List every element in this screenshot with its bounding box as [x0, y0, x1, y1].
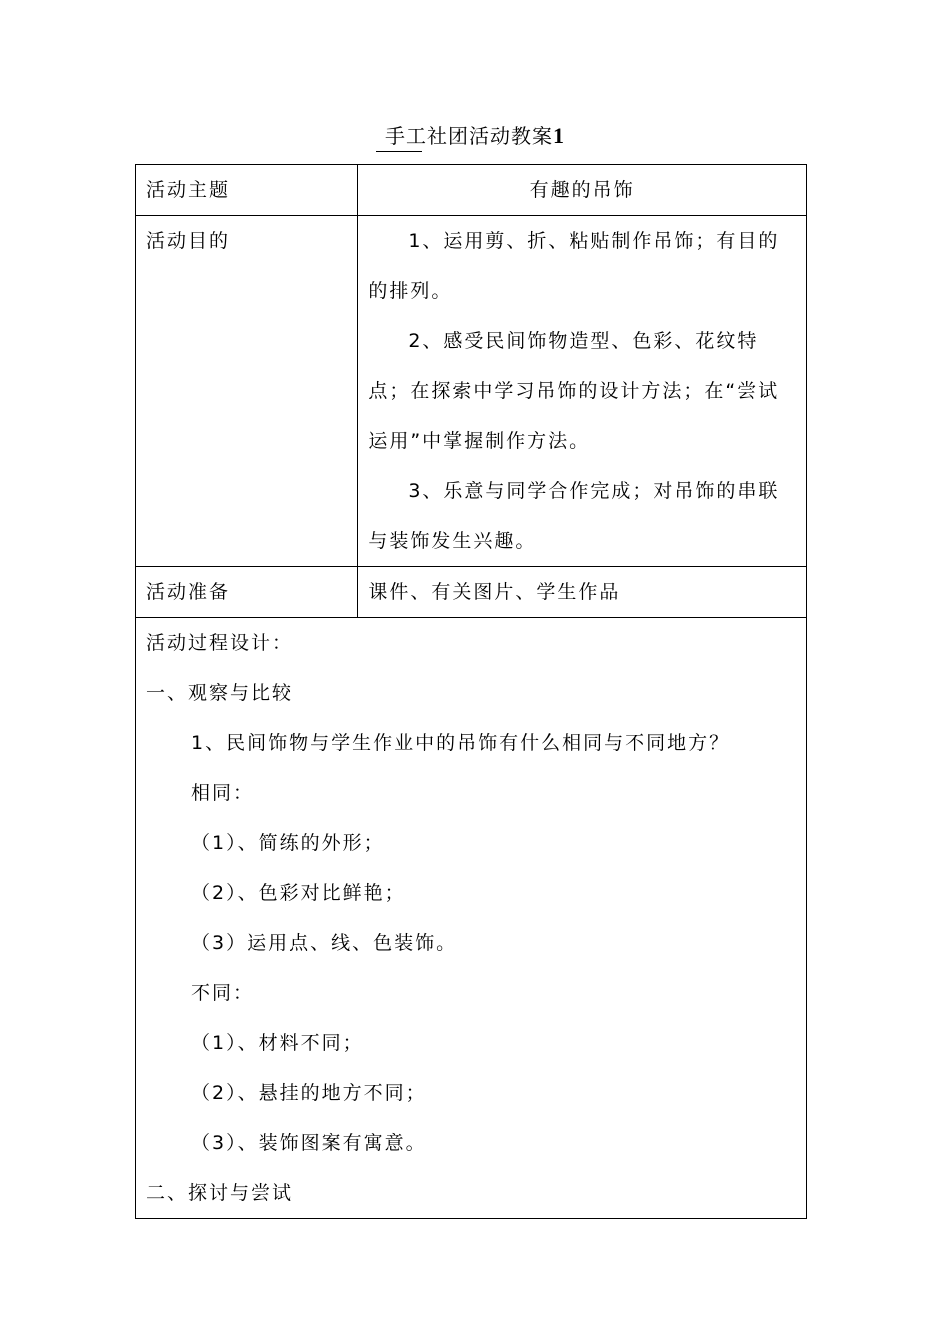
same-item-3: （3）运用点、线、色装饰。: [191, 932, 458, 954]
goal-item-3: 3、乐意与同学合作完成；对吊饰的串联与装饰发生兴趣。: [368, 480, 780, 552]
process-content: [136, 618, 807, 1219]
title-number: 1: [553, 123, 565, 148]
process-heading: 活动过程设计：: [146, 632, 294, 654]
row-topic: [136, 165, 807, 216]
same-label: 相同：: [191, 782, 255, 804]
topic-value: 有趣的吊饰: [358, 165, 807, 216]
goal-item-1: 1、运用剪、折、粘贴制作吊饰；有目的的排列。: [368, 230, 780, 302]
lesson-plan-table: [135, 164, 807, 1219]
diff-item-2: （2）、悬挂的地方不同；: [191, 1082, 427, 1104]
topic-label: 活动主题: [136, 165, 358, 216]
row-goal: [136, 216, 807, 567]
row-process: [136, 618, 807, 1219]
section-1-heading: 一、观察与比较: [146, 682, 294, 704]
same-item-1: （1）、简练的外形；: [191, 832, 385, 854]
goal-label: 活动目的: [136, 216, 358, 567]
prep-label: 活动准备: [136, 567, 358, 618]
row-prep: [136, 567, 807, 618]
diff-label: 不同：: [191, 982, 255, 1004]
document-title: [0, 120, 950, 152]
same-item-2: （2）、色彩对比鲜艳；: [191, 882, 406, 904]
goal-content: [358, 216, 807, 567]
section-2-heading: 二、探讨与尝试: [146, 1182, 294, 1204]
prep-value: 课件、有关图片、学生作品: [358, 567, 807, 618]
diff-item-3: （3）、装饰图案有寓意。: [191, 1132, 427, 1154]
title-underline: [376, 151, 422, 152]
title-text: 手工社团活动教案: [385, 124, 553, 148]
goal-item-2: 2、感受民间饰物造型、色彩、花纹特点；在探索中学习吊饰的设计方法；在“尝试运用”中掌握制作方法。: [368, 330, 780, 452]
question-1: 1、民间饰物与学生作业中的吊饰有什么相同与不同地方？: [191, 732, 731, 754]
diff-item-1: （1）、材料不同；: [191, 1032, 364, 1054]
